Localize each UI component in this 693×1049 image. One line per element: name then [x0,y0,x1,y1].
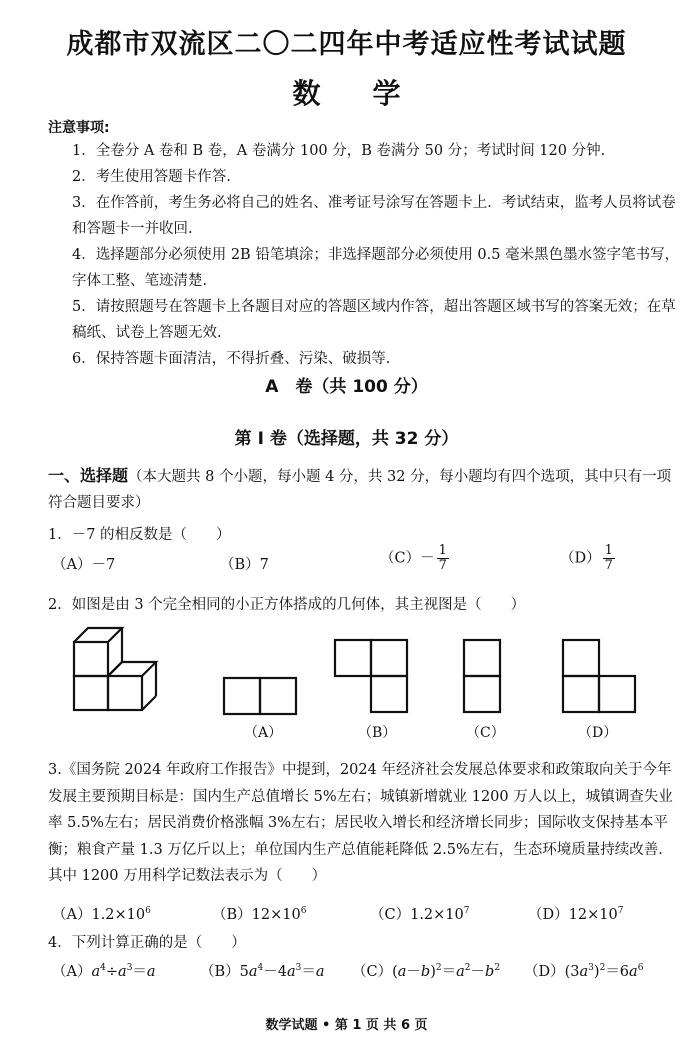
q3-option-a-exp: 6 [145,906,151,917]
q3-option-d-exp: 7 [617,906,624,917]
subject-char-1: 数 [292,77,321,110]
notice-list [48,138,684,372]
q4-option-a: $(A)a^4\div a^3=a$ [52,963,156,980]
fraction-numerator: 1 [604,543,613,558]
q1-option-c [380,544,449,573]
q3-option-d-text: （D）12×10 [528,907,618,923]
q3-option-a [52,903,151,924]
notice-item-6: 6．保持答题卡面清洁，不得折叠、污染、破损等. [72,351,391,367]
q1-option-b: （B）7 [220,557,269,573]
part1-intro [48,463,684,516]
q4-option-c: $(C)(a-b)^2=a^2-b^2$ [352,963,501,980]
notice-item-3: 3．在作答前，考生务必将自己的姓名、准考证号涂写在答题卡上．考试结束，监考人员将试卷和答题卡一并收回. [72,195,676,237]
fraction-numerator: 1 [438,543,447,558]
notice-item-4: 4．选择题部分必须使用 2B 铅笔填涂；非选择题部分必须使用 0.5 毫米黑色墨水签字笔书写，字体工整、笔迹清楚. [72,247,680,289]
fraction-denominator: 7 [604,558,613,573]
q3-option-c-text: （C）1.2×10 [370,907,464,923]
q2-label-d: （D） [578,725,618,741]
q2-label-b: （B） [358,725,397,741]
q2-option-a-figure [222,676,300,716]
notice-item-5: 5．请按照题号在答题卡上各题目对应的答题区域内作答，超出答题区域书写的答案无效；在草稿纸、试卷上答题无效. [72,299,676,341]
q1-option-d-prefix: （D） [560,550,601,567]
notice-heading: 注意事项: [48,120,110,136]
notice-item-1: 1．全卷分 A 卷和 B 卷，A 卷满分 100 分，B 卷满分 50 分；考试时间 120 分钟. [72,143,606,159]
q1-option-d [560,544,615,573]
q3-option-c-exp: 7 [463,906,470,917]
fraction-denominator: 7 [438,558,447,573]
q2-stem: 2．如图是由 3 个完全相同的小正方体搭成的几何体，其主视图是（ ） [48,597,526,613]
q1-option-d-fraction [603,544,615,573]
q3-option-b-exp: 6 [300,906,307,917]
subject-heading [0,72,693,112]
q2-cube-figure [70,620,170,720]
q3-option-a-text: （A）1.2×10 [52,907,146,923]
section-1-heading: 第 Ⅰ 卷（选择题，共 32 分） [234,429,459,449]
q2-option-d-figure [561,638,639,716]
notice-item-2: 2．考生使用答题卡作答. [72,169,231,185]
section-a-heading: A 卷（共 100 分） [265,377,428,397]
q3-option-c [370,903,470,924]
part1-desc: （本大题共 8 个小题，每小题 4 分，共 32 分，每小题均有四个选项，其中只有一项符合题目要求） [48,469,672,511]
q1-stem: 1．－7 的相反数是（ ） [48,527,231,543]
q2-label-a: （A） [244,725,283,741]
q2-label-c: （C） [466,725,505,741]
q4-option-d: $(D)(3a^3)^2=6a^6$ [524,963,644,980]
q1-option-a: （A）－7 [52,557,116,573]
q4-stem: 4．下列计算正确的是（ ） [48,935,246,951]
q2-option-b-figure [333,638,411,716]
q3-option-d [528,903,623,924]
q3-option-b-text: （B）12×10 [212,907,301,923]
q1-option-c-fraction [437,544,449,573]
q3-stem: 3.《国务院 2024 年政府工作报告》中提到，2024 年经济社会发展总体要求和政策取向关于今年发展主要预期目标是：国内生产总值增长 5%左右；城镇新增就业 1200 万人以上，城镇调查失业率 5.5%左右；居民消费价格涨幅 3%左右；居民收入增长和经济增长同步；国际收支保持基本平衡；粮食产量 1.3 万亿斤以上；单位国内生产总值能耗降低 2.5%左右，生态环境质量持续改善．其中 1200 万用科学记数法表示为（ ） [48,762,673,884]
page-footer: 数学试题 • 第 1 页 共 6 页 [265,1018,428,1033]
q3-option-b [212,903,306,924]
q4-option-b: $(B)5a^4-4a^3=a$ [200,963,325,980]
subject-char-2: 学 [372,77,401,110]
q2-option-c-figure [462,638,504,716]
part1-heading: 一、选择题 [48,466,129,485]
exam-title: 成都市双流区二〇二四年中考适应性考试试题 [66,29,627,60]
q1-option-c-prefix: （C）－ [380,550,435,567]
